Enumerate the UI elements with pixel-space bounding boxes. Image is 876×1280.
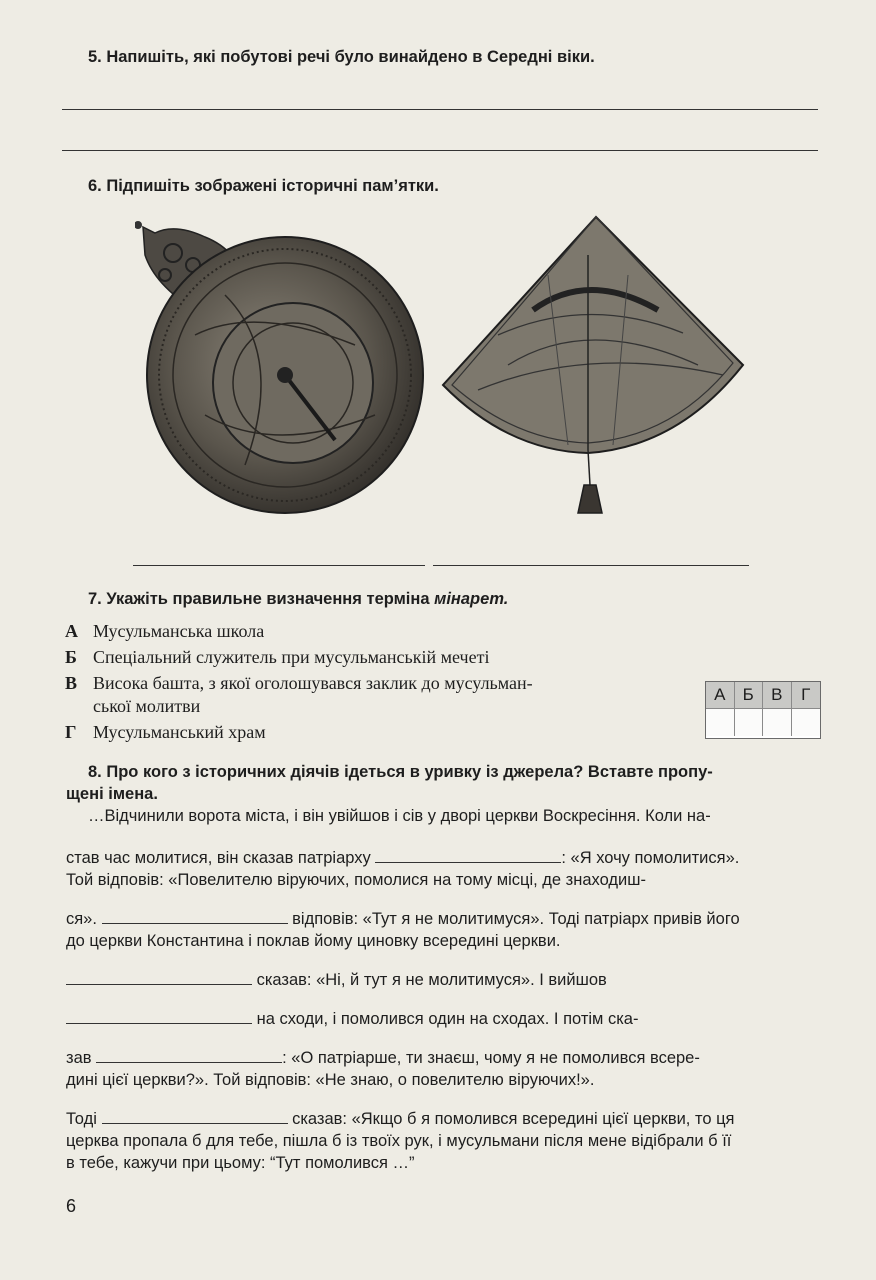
source-text: на сходи, і помолився один на сходах. І потім ска-	[256, 1010, 639, 1028]
option-letter: А	[65, 621, 78, 641]
name-blank-1[interactable]	[375, 848, 561, 863]
source-line: до церкви Константина і поклав йому циновку всередині церкви.	[66, 932, 561, 950]
q6-answer-line-left[interactable]	[133, 565, 425, 566]
option-v-continued	[65, 694, 200, 718]
astrolabe-image	[135, 215, 430, 515]
option-text: Мусульманська школа	[93, 621, 265, 641]
option-letter: В	[65, 673, 78, 693]
grid-header-g: Г	[792, 682, 821, 708]
source-text: : «О патріарше, ти знаєш, чому я не помолився всере-	[282, 1049, 700, 1067]
grid-cell-v[interactable]	[763, 708, 792, 736]
page-number: 6	[66, 1196, 77, 1216]
option-g	[65, 720, 266, 744]
option-letter: Б	[65, 647, 77, 667]
question-6-title: 6. Підпишіть зображені історичні пам’ятки.	[88, 177, 439, 195]
source-text: : «Я хочу помолитися».	[561, 849, 740, 867]
grid-cell-a[interactable]	[706, 708, 735, 736]
option-text: ської молитви	[93, 696, 201, 716]
question-8-title-line-2: щені імена.	[66, 785, 158, 803]
source-line	[66, 847, 739, 869]
question-7-prefix: 7. Укажіть правильне визначення терміна	[88, 590, 435, 608]
q5-answer-line-2[interactable]	[62, 150, 818, 151]
question-5-title: 5. Напишіть, які побутові речі було винайдено в Середні віки.	[88, 48, 595, 66]
source-line	[66, 1047, 700, 1069]
option-a	[65, 619, 264, 643]
name-blank-4[interactable]	[66, 1009, 252, 1024]
source-line	[66, 908, 740, 930]
name-blank-2[interactable]	[102, 909, 288, 924]
source-line	[66, 969, 607, 991]
source-text: сказав: «Якщо б я помолився всередині цієї церкви, то ця	[292, 1110, 735, 1128]
source-text: ся».	[66, 910, 97, 928]
source-line: церква пропала б для тебе, пішла б із твоїх рук, і мусульмани після мене відібрали б її	[66, 1132, 732, 1150]
source-line: в тебе, кажучи при цьому: “Тут помолився …”	[66, 1154, 415, 1172]
source-line	[66, 1108, 734, 1130]
option-text: Мусульманський храм	[93, 722, 266, 742]
grid-cell-g[interactable]	[792, 708, 821, 736]
q6-answer-line-right[interactable]	[433, 565, 749, 566]
question-7-title	[88, 588, 508, 610]
option-v	[65, 671, 533, 695]
source-line: дині цієї церкви?». Той відповів: «Не знаю, о повелителю віруючих!».	[66, 1071, 595, 1089]
source-text: відповів: «Тут я не молитимуся». Тоді патріарх привів його	[292, 910, 740, 928]
source-text: став час молитися, він сказав патріарху	[66, 849, 371, 867]
source-line	[66, 1008, 638, 1030]
source-line: …Відчинили ворота міста, і він увійшов і сів у дворі церкви Воскресіння. Коли на-	[88, 807, 711, 825]
option-text: Спеціальний служитель при мусульманській мечеті	[93, 647, 490, 667]
grid-header-a: А	[706, 682, 735, 708]
answer-grid	[705, 681, 821, 739]
name-blank-6[interactable]	[102, 1109, 288, 1124]
question-7-term: мінарет.	[434, 590, 509, 608]
q5-answer-line-1[interactable]	[62, 109, 818, 110]
source-line: Той відповів: «Повелителю віруючих, помолися на тому місці, де знаходиш-	[66, 871, 646, 889]
grid-header-b: Б	[735, 682, 764, 708]
name-blank-5[interactable]	[96, 1048, 282, 1063]
option-letter: Г	[65, 722, 77, 742]
grid-header-v: В	[763, 682, 792, 708]
source-text: сказав: «Ні, й тут я не молитимуся». І вийшов	[256, 971, 607, 989]
quadrant-image	[438, 215, 748, 520]
name-blank-3[interactable]	[66, 970, 252, 985]
grid-cell-b[interactable]	[735, 708, 764, 736]
source-text: зав	[66, 1049, 92, 1067]
option-b	[65, 645, 489, 669]
source-text: Тоді	[66, 1110, 97, 1128]
question-8-title-line-1: 8. Про кого з історичних діячів ідеться в уривку із джерела? Вставте пропу-	[88, 763, 713, 781]
option-text: Висока башта, з якої оголошувався заклик до мусульман-	[93, 673, 533, 693]
